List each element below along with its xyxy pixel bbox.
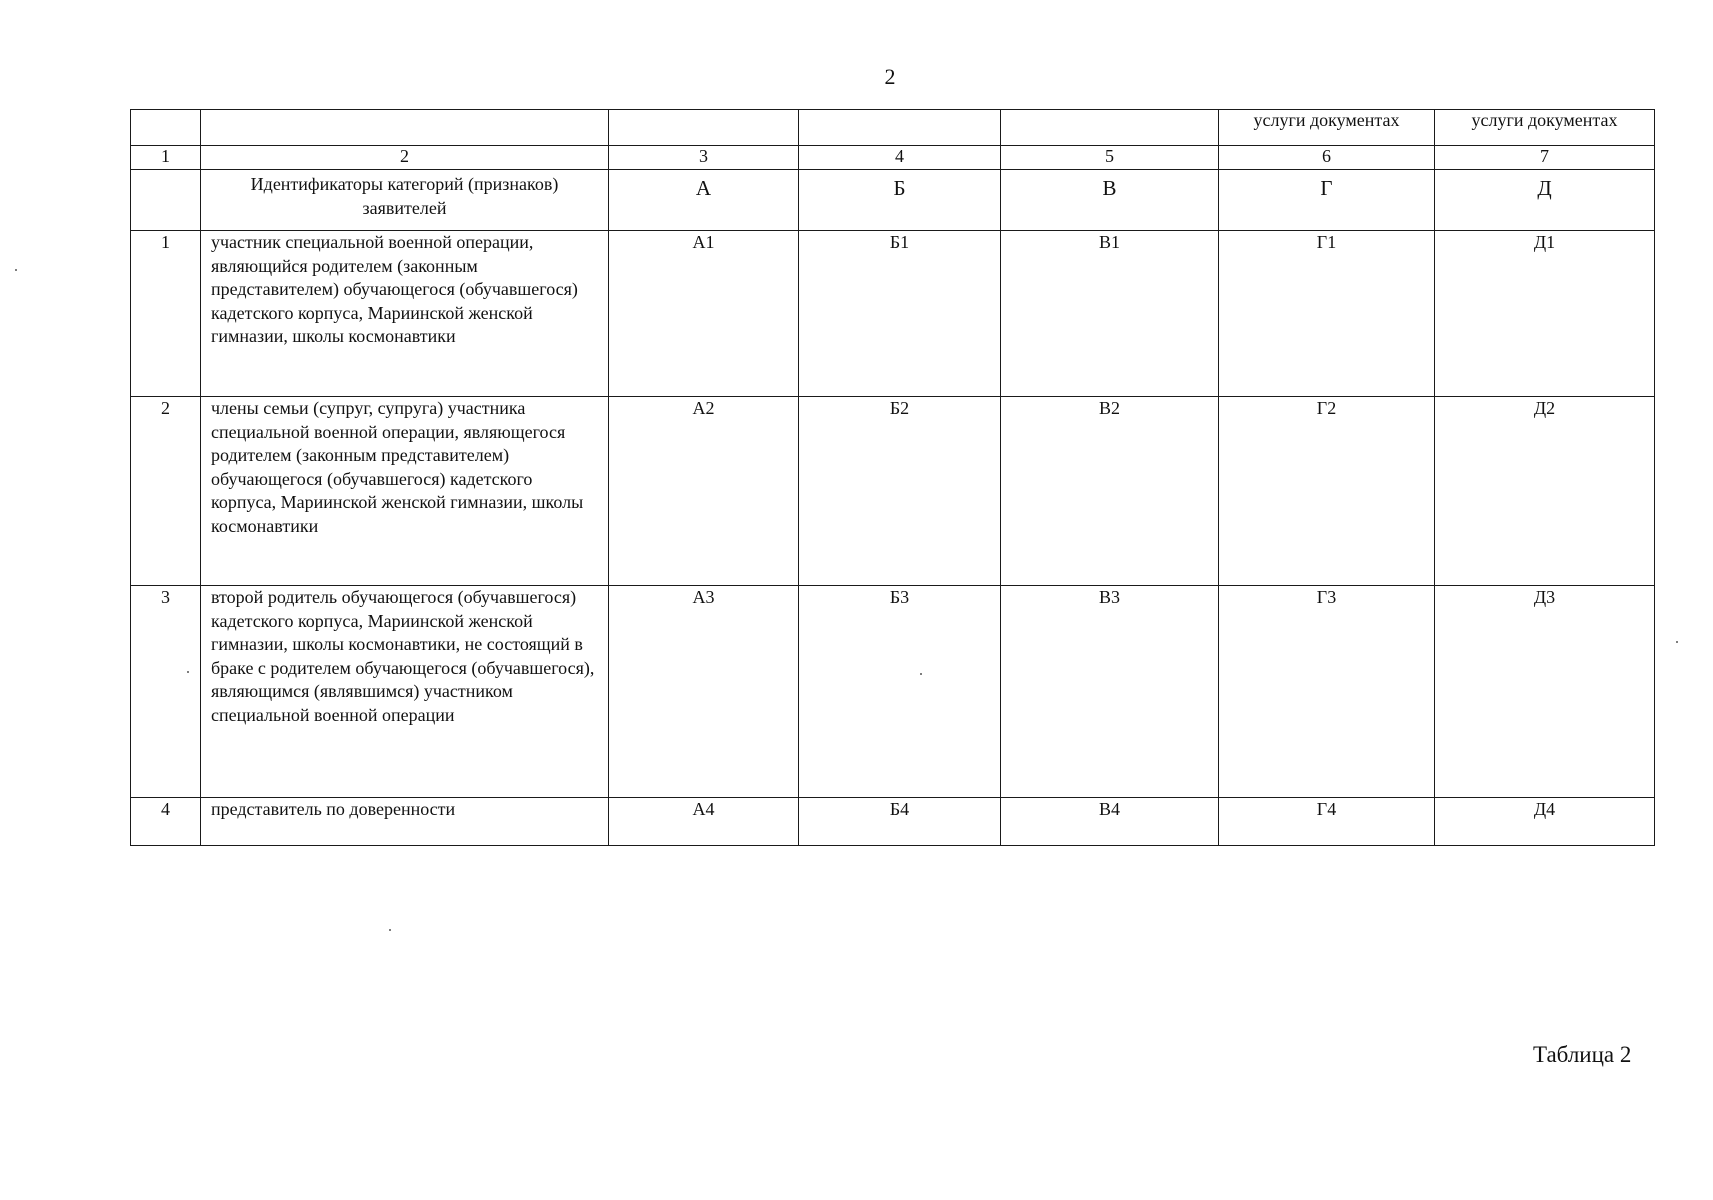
column-number: 4 [799, 146, 1001, 170]
table-header-row [131, 170, 1655, 231]
identifier-code: В4 [1001, 798, 1219, 846]
top-cell [799, 110, 1001, 146]
applicant-description: представитель по доверенности [201, 798, 609, 846]
header-empty-cell [131, 170, 201, 231]
category-letter: Г [1219, 170, 1435, 231]
identifier-code: В2 [1001, 397, 1219, 586]
column-number: 3 [609, 146, 799, 170]
scan-speck [1676, 641, 1678, 643]
table-top-row [131, 110, 1655, 146]
identifier-code: Г4 [1219, 798, 1435, 846]
category-letter: Б [799, 170, 1001, 231]
identifier-code: Д3 [1435, 586, 1655, 798]
identifier-code: Б4 [799, 798, 1001, 846]
identifier-code: Д2 [1435, 397, 1655, 586]
applicant-description: участник специальной военной операции, являющийся родителем (законным представителем) обучающегося (обучавшегося) кадетского корпуса, Мариинской женской гимназии, школы космонавтики [201, 231, 609, 397]
top-cell [609, 110, 799, 146]
top-cell-services: услуги документах [1219, 110, 1435, 146]
identifier-code: Г1 [1219, 231, 1435, 397]
table-row [131, 231, 1655, 397]
column-number: 5 [1001, 146, 1219, 170]
category-letter: А [609, 170, 799, 231]
top-cell [201, 110, 609, 146]
identifier-code: А1 [609, 231, 799, 397]
column-number: 1 [131, 146, 201, 170]
table-row [131, 798, 1655, 846]
scan-speck [187, 671, 189, 673]
identifier-code: А3 [609, 586, 799, 798]
identifier-code: В3 [1001, 586, 1219, 798]
applicant-description: члены семьи (супруг, супруга) участника специальной военной операции, являющегося родителем (законным представителем) обучающегося (обучавшегося) кадетского корпуса, Мариинской женской гимназии, школы космонавтики [201, 397, 609, 586]
applicant-description: второй родитель обучающегося (обучавшегося) кадетского корпуса, Мариинской женской гимназии, школы космонавтики, не состоящий в браке с родителем обучающегося (обучавшегося), являющимся (являвшимся) участником специальной военной операции [201, 586, 609, 798]
category-letter: Д [1435, 170, 1655, 231]
identifier-code: Д1 [1435, 231, 1655, 397]
table-caption: Таблица 2 [1533, 1042, 1632, 1067]
scan-speck [920, 673, 922, 675]
identifier-code: А2 [609, 397, 799, 586]
page-number: 2 [884, 64, 896, 89]
identifiers-header: Идентификаторы категорий (признаков) заявителей [201, 170, 609, 231]
row-number: 4 [131, 798, 201, 846]
identifier-code: Д4 [1435, 798, 1655, 846]
column-number-row [131, 146, 1655, 170]
top-cell [131, 110, 201, 146]
table-row [131, 586, 1655, 798]
identifier-code: В1 [1001, 231, 1219, 397]
row-number: 2 [131, 397, 201, 586]
identifier-code: Г2 [1219, 397, 1435, 586]
table-row [131, 397, 1655, 586]
identifier-code: А4 [609, 798, 799, 846]
scan-speck [15, 269, 17, 271]
column-number: 6 [1219, 146, 1435, 170]
identifier-code: Б1 [799, 231, 1001, 397]
identifier-code: Б2 [799, 397, 1001, 586]
row-number: 1 [131, 231, 201, 397]
scan-speck [389, 929, 391, 931]
identifier-code: Б3 [799, 586, 1001, 798]
applicant-categories-table [130, 109, 1655, 846]
category-letter: В [1001, 170, 1219, 231]
top-cell [1001, 110, 1219, 146]
column-number: 2 [201, 146, 609, 170]
column-number: 7 [1435, 146, 1655, 170]
top-cell-services: услуги документах [1435, 110, 1655, 146]
identifier-code: Г3 [1219, 586, 1435, 798]
row-number: 3 [131, 586, 201, 798]
